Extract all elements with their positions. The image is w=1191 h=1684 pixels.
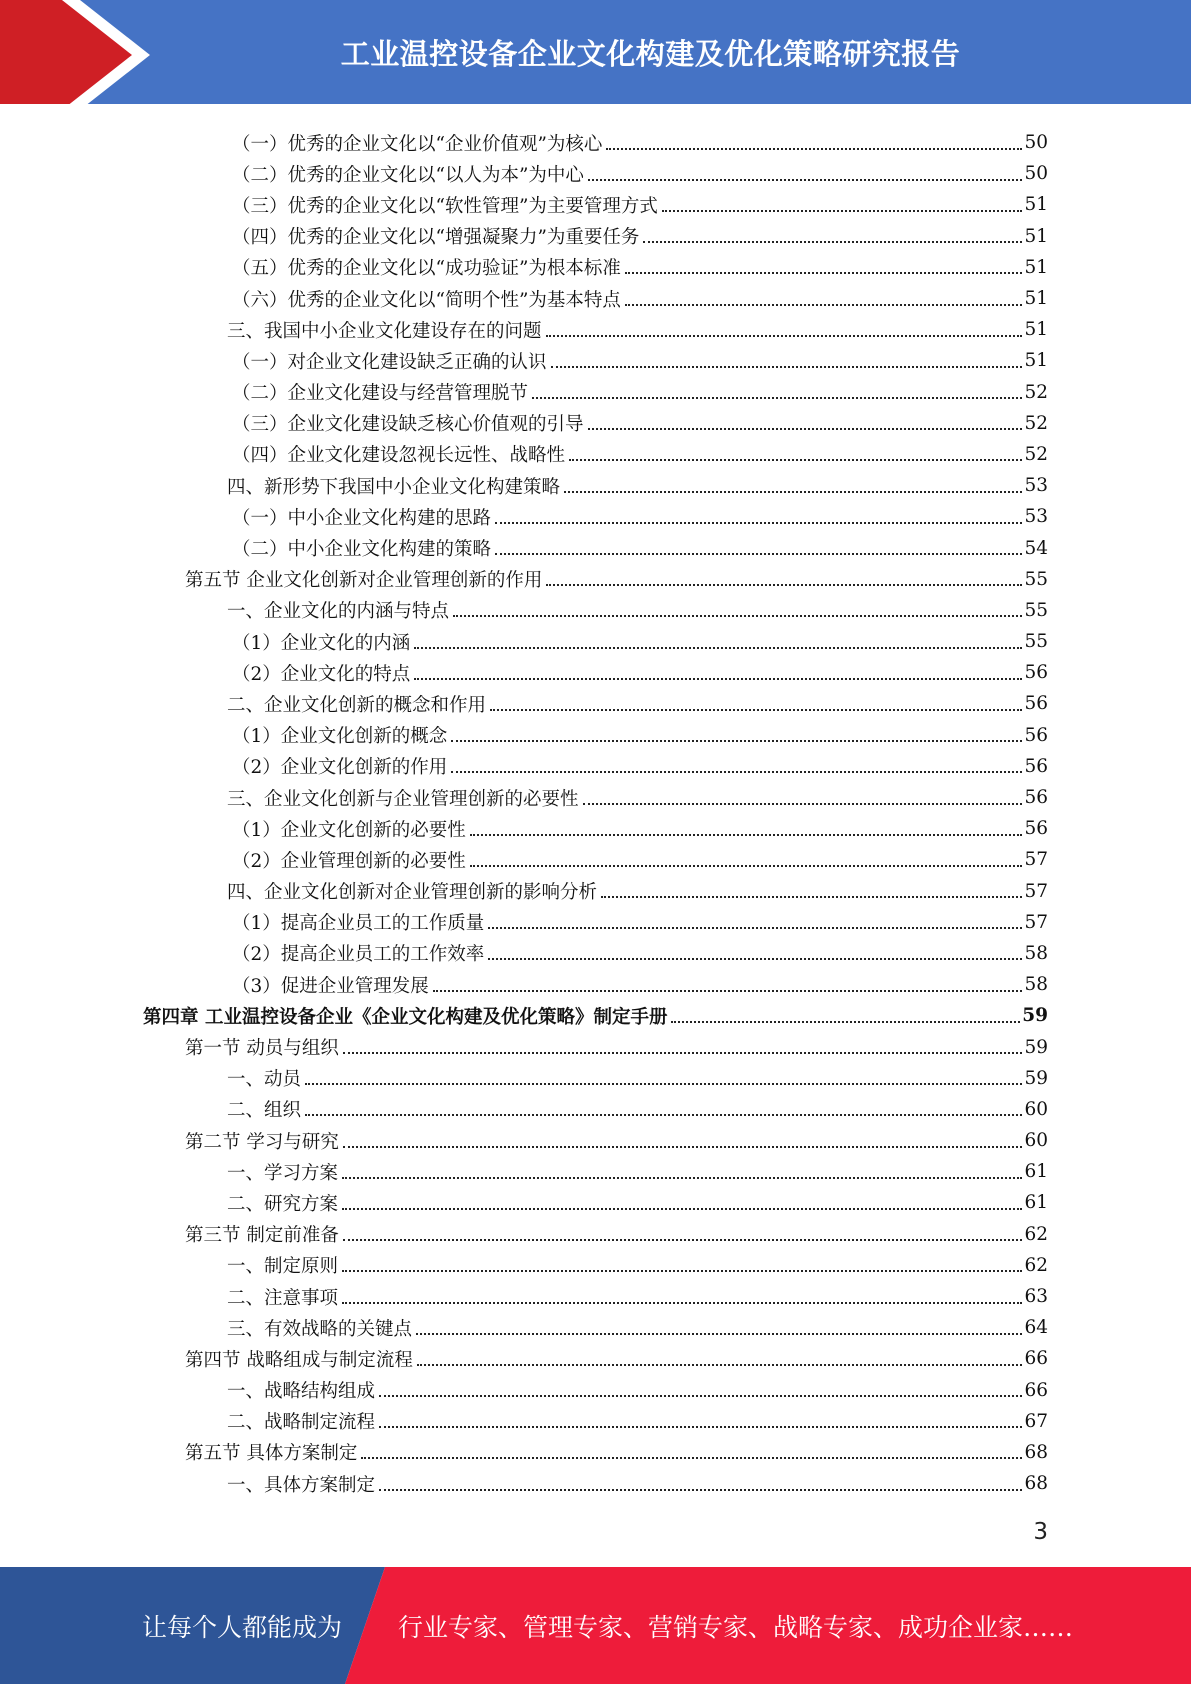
toc-entry[interactable] — [0, 127, 1191, 158]
footer-slogan-left: 让每个人都能成为 — [142, 1612, 343, 1642]
toc-entry-page: 57 — [1024, 880, 1048, 902]
toc-entry[interactable] — [0, 252, 1191, 283]
toc-entry[interactable] — [0, 158, 1191, 189]
table-of-contents — [0, 127, 1191, 1499]
toc-entry[interactable] — [0, 377, 1191, 408]
toc-entry-label: 一、企业文化的内涵与特点 — [227, 601, 450, 623]
dot-leader — [671, 1021, 1020, 1023]
toc-entry-page: 58 — [1024, 974, 1048, 996]
page-number: 3 — [1033, 1519, 1048, 1545]
dot-leader — [379, 1426, 1022, 1428]
dot-leader — [342, 1208, 1022, 1210]
toc-entry-label: 第一节 动员与组织 — [185, 1038, 339, 1060]
toc-entry-page: 59 — [1022, 1005, 1048, 1027]
toc-entry-label: （一）对企业文化建设缺乏正确的认识 — [232, 351, 547, 373]
toc-entry-page: 64 — [1024, 1317, 1048, 1339]
toc-entry[interactable] — [0, 751, 1191, 782]
toc-entry[interactable] — [0, 844, 1191, 875]
toc-entry-label: （2）企业文化的特点 — [232, 663, 411, 685]
toc-entry-label: （二）优秀的企业文化以“以人为本”为中心 — [232, 164, 584, 186]
toc-entry[interactable] — [0, 1406, 1191, 1437]
dot-leader — [343, 1239, 1023, 1241]
toc-entry[interactable] — [0, 688, 1191, 719]
toc-entry[interactable] — [0, 1094, 1191, 1125]
toc-entry-label: （1）企业文化的内涵 — [232, 632, 411, 654]
dot-leader — [343, 1052, 1023, 1054]
dot-leader — [305, 1083, 1022, 1085]
dot-leader — [588, 179, 1023, 181]
toc-entry-page: 55 — [1024, 568, 1048, 590]
toc-entry-page: 68 — [1024, 1473, 1048, 1495]
toc-entry-label: 四、新形势下我国中小企业文化构建策略 — [227, 476, 561, 498]
toc-entry[interactable] — [0, 1375, 1191, 1406]
toc-entry-page: 60 — [1024, 1130, 1048, 1152]
toc-entry[interactable] — [0, 1312, 1191, 1343]
dot-leader — [532, 397, 1022, 399]
toc-entry-label: 第四章 工业温控设备企业《企业文化构建及优化策略》制定手册 — [143, 1006, 668, 1028]
toc-entry[interactable] — [0, 1187, 1191, 1218]
toc-entry-page: 51 — [1024, 256, 1048, 278]
toc-entry[interactable] — [0, 1000, 1191, 1031]
toc-entry-page: 56 — [1024, 693, 1048, 715]
toc-entry-page: 66 — [1024, 1348, 1048, 1370]
dot-leader — [643, 241, 1022, 243]
dot-leader — [433, 990, 1023, 992]
toc-entry[interactable] — [0, 345, 1191, 376]
dot-leader — [470, 834, 1023, 836]
dot-leader — [379, 1395, 1022, 1397]
toc-entry-label: （一）中小企业文化构建的思路 — [232, 507, 492, 529]
toc-entry-page: 51 — [1024, 319, 1048, 341]
dot-leader — [490, 709, 1022, 711]
toc-entry-page: 57 — [1024, 911, 1048, 933]
toc-entry[interactable] — [0, 283, 1191, 314]
toc-entry[interactable] — [0, 1219, 1191, 1250]
toc-entry-page: 51 — [1024, 225, 1048, 247]
toc-entry-page: 50 — [1024, 163, 1048, 185]
toc-entry[interactable] — [0, 470, 1191, 501]
dot-leader — [495, 553, 1022, 555]
toc-entry-page: 54 — [1024, 537, 1048, 559]
toc-entry[interactable] — [0, 408, 1191, 439]
toc-entry-page: 56 — [1024, 662, 1048, 684]
toc-entry-page: 53 — [1024, 506, 1048, 528]
toc-entry-page: 50 — [1024, 132, 1048, 154]
dot-leader — [495, 522, 1022, 524]
footer-slogan-right: 行业专家、管理专家、营销专家、战略专家、成功企业家…… — [398, 1612, 1074, 1642]
toc-entry-label: 二、组织 — [227, 1100, 302, 1122]
toc-entry-page: 61 — [1024, 1192, 1048, 1214]
toc-entry-label: 一、制定原则 — [227, 1256, 339, 1278]
toc-entry-page: 59 — [1024, 1067, 1048, 1089]
toc-entry[interactable] — [0, 626, 1191, 657]
toc-entry[interactable] — [0, 532, 1191, 563]
toc-entry-label: （1）提高企业员工的工作质量 — [232, 913, 485, 935]
toc-entry-page: 68 — [1024, 1441, 1048, 1463]
toc-entry-page: 56 — [1024, 755, 1048, 777]
toc-entry[interactable] — [0, 720, 1191, 751]
toc-entry[interactable] — [0, 564, 1191, 595]
dot-leader — [451, 771, 1022, 773]
toc-entry-page: 62 — [1024, 1254, 1048, 1276]
toc-entry-page: 52 — [1024, 412, 1048, 434]
toc-entry-label: 第五节 企业文化创新对企业管理创新的作用 — [185, 570, 543, 592]
toc-entry-page: 62 — [1024, 1223, 1048, 1245]
toc-entry-label: （三）企业文化建设缺乏核心价值观的引导 — [232, 414, 584, 436]
toc-entry-page: 55 — [1024, 631, 1048, 653]
dot-leader — [606, 148, 1022, 150]
dot-leader — [569, 459, 1022, 461]
toc-entry-label: （六）优秀的企业文化以“简明个性”为基本特点 — [232, 289, 621, 311]
dot-leader — [546, 335, 1023, 337]
dot-leader — [564, 491, 1022, 493]
toc-entry-label: 二、注意事项 — [227, 1287, 339, 1309]
toc-entry[interactable] — [0, 189, 1191, 220]
toc-entry[interactable] — [0, 1156, 1191, 1187]
report-title: 工业温控设备企业文化构建及优化策略研究报告 — [340, 36, 961, 71]
dot-leader — [417, 1364, 1023, 1366]
toc-entry-page: 51 — [1024, 350, 1048, 372]
toc-entry-label: （四）企业文化建设忽视长远性、战略性 — [232, 445, 566, 467]
toc-entry-label: 三、企业文化创新与企业管理创新的必要性 — [227, 788, 579, 810]
toc-entry-page: 58 — [1024, 942, 1048, 964]
dot-leader — [453, 615, 1022, 617]
toc-entry-label: 三、有效战略的关键点 — [227, 1318, 413, 1340]
toc-entry-page: 67 — [1024, 1410, 1048, 1432]
toc-entry-label: 一、学习方案 — [227, 1162, 339, 1184]
toc-entry-label: 第四节 战略组成与制定流程 — [185, 1349, 413, 1371]
toc-entry[interactable] — [0, 876, 1191, 907]
toc-entry[interactable] — [0, 1281, 1191, 1312]
dot-leader — [470, 865, 1023, 867]
toc-entry[interactable] — [0, 221, 1191, 252]
toc-entry-page: 66 — [1024, 1379, 1048, 1401]
toc-entry-label: 四、企业文化创新对企业管理创新的影响分析 — [227, 882, 598, 904]
toc-entry-page: 61 — [1024, 1161, 1048, 1183]
toc-entry-label: （四）优秀的企业文化以“增强凝聚力”为重要任务 — [232, 227, 640, 249]
dot-leader — [662, 210, 1023, 212]
dot-leader — [625, 304, 1023, 306]
toc-entry-label: 二、战略制定流程 — [227, 1412, 376, 1434]
dot-leader — [414, 678, 1022, 680]
toc-entry-page: 51 — [1024, 288, 1048, 310]
toc-entry-label: （1）企业文化创新的概念 — [232, 726, 448, 748]
page-header — [0, 0, 1191, 110]
toc-entry[interactable] — [0, 1468, 1191, 1499]
toc-entry-label: 一、战略结构组成 — [227, 1381, 376, 1403]
toc-entry-label: 第五节 具体方案制定 — [185, 1443, 358, 1465]
toc-entry-page: 57 — [1024, 849, 1048, 871]
toc-entry[interactable] — [0, 439, 1191, 470]
toc-entry-page: 52 — [1024, 443, 1048, 465]
toc-entry-page: 60 — [1024, 1098, 1048, 1120]
dot-leader — [488, 927, 1022, 929]
toc-entry-label: 一、具体方案制定 — [227, 1474, 376, 1496]
page-footer — [0, 1567, 1191, 1684]
toc-entry-label: （2）提高企业员工的工作效率 — [232, 944, 485, 966]
toc-entry[interactable] — [0, 782, 1191, 813]
dot-leader — [305, 1114, 1022, 1116]
dot-leader — [342, 1270, 1022, 1272]
toc-entry-label: （二）企业文化建设与经营管理脱节 — [232, 383, 529, 405]
toc-entry-label: （三）优秀的企业文化以“软性管理”为主要管理方式 — [232, 195, 658, 217]
toc-entry-page: 56 — [1024, 724, 1048, 746]
dot-leader — [625, 272, 1023, 274]
toc-entry-label: （3）促进企业管理发展 — [232, 975, 429, 997]
toc-entry[interactable] — [0, 1437, 1191, 1468]
dot-leader — [361, 1457, 1022, 1459]
toc-entry-label: 二、企业文化创新的概念和作用 — [227, 694, 487, 716]
dot-leader — [551, 366, 1023, 368]
toc-entry[interactable] — [0, 938, 1191, 969]
toc-entry-page: 53 — [1024, 475, 1048, 497]
dot-leader — [546, 584, 1022, 586]
toc-entry[interactable] — [0, 813, 1191, 844]
toc-entry-label: （五）优秀的企业文化以“成功验证”为根本标准 — [232, 258, 621, 280]
dot-leader — [451, 740, 1022, 742]
toc-entry[interactable] — [0, 501, 1191, 532]
toc-entry[interactable] — [0, 314, 1191, 345]
toc-entry-page: 55 — [1024, 599, 1048, 621]
toc-entry-label: 第三节 制定前准备 — [185, 1225, 339, 1247]
toc-entry-page: 59 — [1024, 1036, 1048, 1058]
dot-leader — [414, 647, 1022, 649]
toc-entry-label: （2）企业文化创新的作用 — [232, 757, 448, 779]
toc-entry[interactable] — [0, 1125, 1191, 1156]
toc-entry-label: （二）中小企业文化构建的策略 — [232, 539, 492, 561]
toc-entry[interactable] — [0, 1031, 1191, 1062]
dot-leader — [583, 803, 1023, 805]
dot-leader — [488, 958, 1022, 960]
toc-entry-page: 56 — [1024, 787, 1048, 809]
toc-entry-page: 51 — [1024, 194, 1048, 216]
toc-entry-label: （2）企业管理创新的必要性 — [232, 850, 466, 872]
toc-entry-label: 第二节 学习与研究 — [185, 1131, 339, 1153]
dot-leader — [342, 1302, 1022, 1304]
toc-entry-label: 三、我国中小企业文化建设存在的问题 — [227, 320, 542, 342]
toc-entry[interactable] — [0, 1250, 1191, 1281]
dot-leader — [416, 1333, 1022, 1335]
toc-entry-label: （一）优秀的企业文化以“企业价值观”为核心 — [232, 133, 603, 155]
toc-entry[interactable] — [0, 1063, 1191, 1094]
toc-entry-page: 63 — [1024, 1286, 1048, 1308]
toc-entry[interactable] — [0, 657, 1191, 688]
toc-entry[interactable] — [0, 907, 1191, 938]
toc-entry[interactable] — [0, 969, 1191, 1000]
toc-entry-page: 56 — [1024, 818, 1048, 840]
dot-leader — [601, 896, 1022, 898]
toc-entry-label: 二、研究方案 — [227, 1193, 339, 1215]
toc-entry-label: 一、动员 — [227, 1069, 302, 1091]
toc-entry-page: 52 — [1024, 381, 1048, 403]
toc-entry-label: （1）企业文化创新的必要性 — [232, 819, 466, 841]
toc-entry[interactable] — [0, 595, 1191, 626]
toc-entry[interactable] — [0, 1343, 1191, 1374]
dot-leader — [379, 1489, 1022, 1491]
dot-leader — [342, 1177, 1022, 1179]
dot-leader — [343, 1146, 1023, 1148]
dot-leader — [588, 428, 1023, 430]
